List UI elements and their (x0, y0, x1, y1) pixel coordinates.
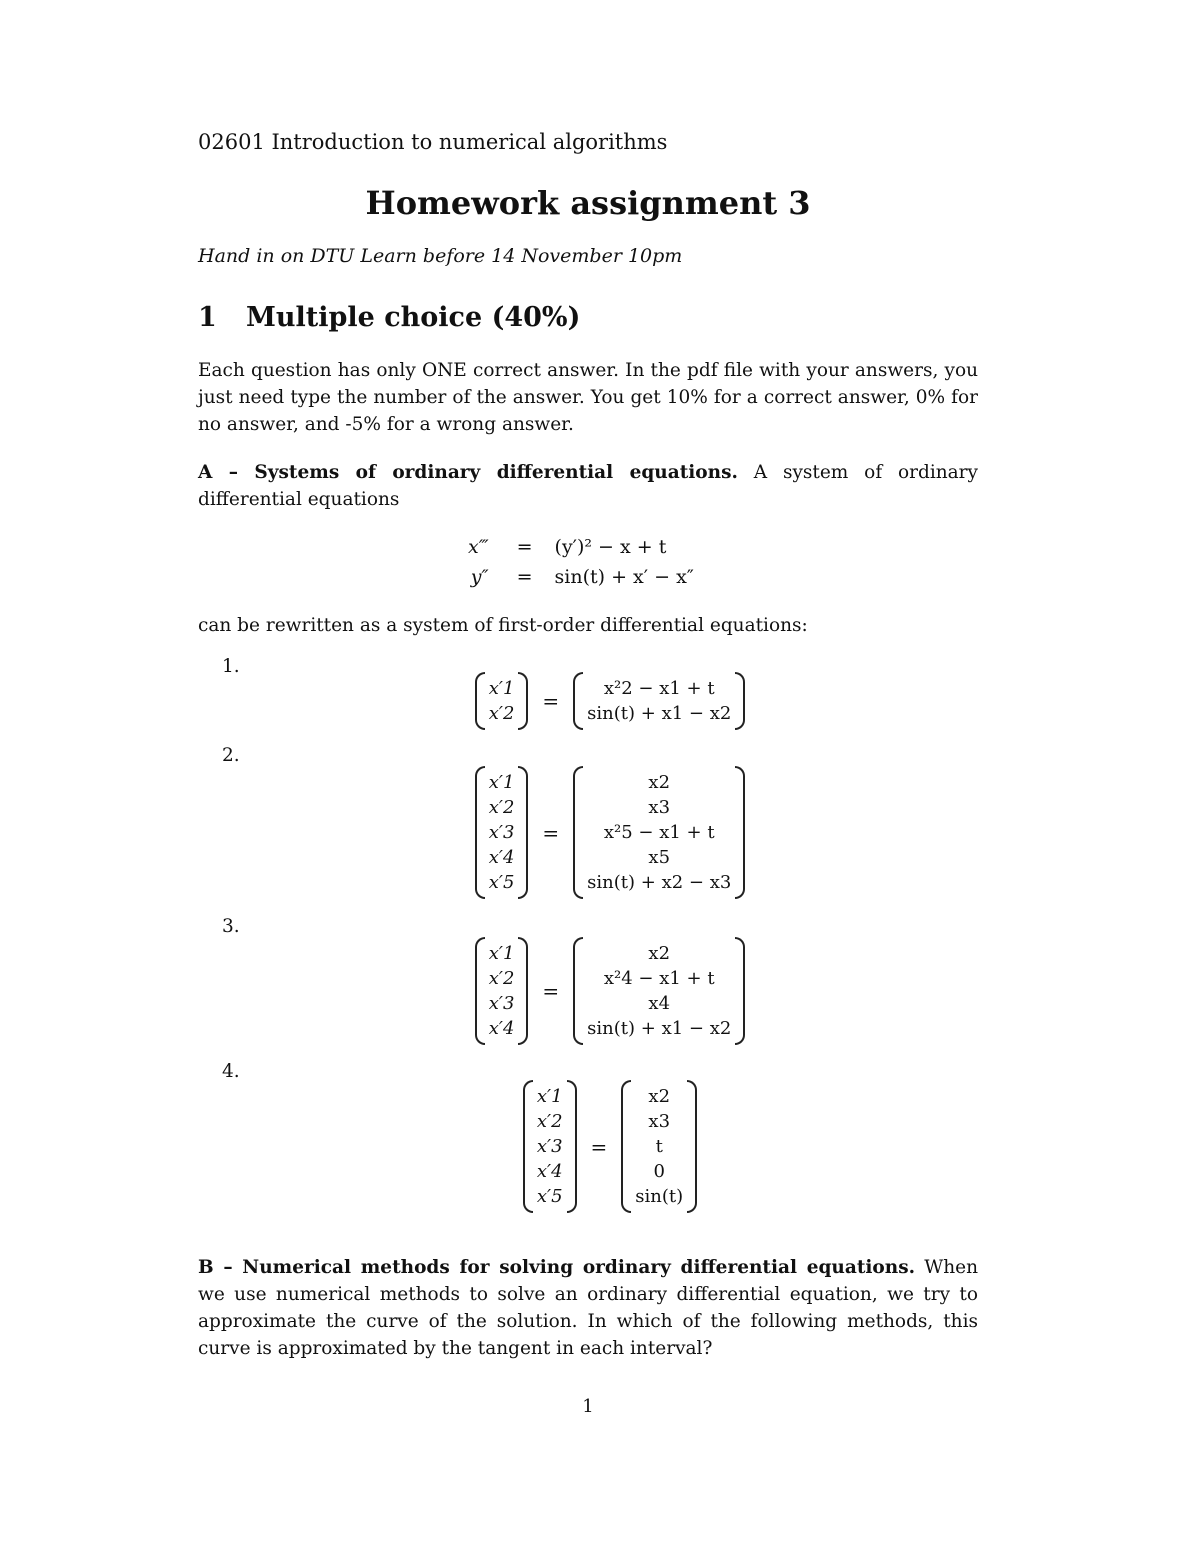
option-3-lhs-entry: x′2 (488, 968, 515, 989)
ode-row-1-lhs: x‴ (468, 536, 489, 558)
right-paren (518, 672, 528, 730)
right-paren (735, 672, 745, 730)
option-1-lhs-entry: x′1 (488, 678, 515, 699)
option-2-lhs-entry: x′1 (488, 772, 515, 793)
option-1-equation (380, 672, 840, 730)
option-2-lhs-entry: x′5 (488, 872, 515, 893)
ode-row-1-rhs: (y′)² − x + t (554, 536, 667, 558)
option-4-lhs-entry: x′4 (536, 1161, 563, 1182)
option-2-equation (380, 766, 840, 899)
option-3-lhs-entry: x′4 (488, 1018, 515, 1039)
option-4-rhs-entry: sin(t) (635, 1186, 684, 1207)
left-paren (475, 766, 485, 899)
option-2-lhs-entry: x′4 (488, 847, 515, 868)
left-paren (573, 672, 583, 730)
right-paren (567, 1080, 577, 1213)
document-title: Homework assignment 3 (365, 184, 811, 222)
right-paren (687, 1080, 697, 1213)
option-3-equation (380, 937, 840, 1045)
question-b-heading: B – Numerical methods for solving ordinary differential equations. (198, 1257, 916, 1278)
option-2-rhs-vector (573, 766, 745, 899)
course-name: 02601 Introduction to numerical algorithms (198, 130, 668, 154)
option-3-rhs-entry: x²4 − x1 + t (603, 968, 715, 989)
option-4-rhs-entry: 0 (653, 1161, 665, 1182)
option-2-label: 2. (222, 745, 240, 766)
option-4-lhs-entry: x′2 (536, 1111, 563, 1132)
left-paren (523, 1080, 533, 1213)
option-3-rhs-vector (573, 937, 745, 1045)
option-1-lhs-entry: x′2 (488, 703, 515, 724)
option-2-lhs-vector (475, 766, 529, 899)
option-3-rhs-entry: x4 (648, 993, 671, 1014)
right-paren (735, 766, 745, 899)
option-4-lhs-entry: x′5 (536, 1186, 563, 1207)
option-2-rhs-entry: x²5 − x1 + t (603, 822, 715, 843)
section-heading (198, 302, 580, 333)
page-number: 1 (582, 1396, 594, 1417)
section-title: Multiple choice (40%) (246, 302, 581, 333)
equals-sign: = (590, 1134, 608, 1159)
option-4-lhs-entry: x′3 (536, 1136, 563, 1157)
ode-row-2-rhs: sin(t) + x′ − x″ (554, 566, 694, 588)
option-4-lhs-entry: x′1 (536, 1086, 563, 1107)
option-3-lhs-entry: x′1 (488, 943, 515, 964)
option-3-rhs-entry: sin(t) + x1 − x2 (587, 1018, 732, 1039)
option-4-rhs-vector (621, 1080, 697, 1213)
ode-row-2-rel: = (516, 566, 533, 588)
ode-row-2-lhs: y″ (470, 566, 489, 588)
option-2-rhs-entry: x3 (648, 797, 671, 818)
option-4-lhs-vector (523, 1080, 577, 1213)
ode-row-1 (460, 532, 702, 562)
question-b-text: When we use numerical methods to solve an ordinary differential equation, we try to approximate the curve of the solution. In which of the following methods, this curve is approximated by the tangent in each interval? (198, 1257, 978, 1359)
right-paren (518, 766, 528, 899)
question-a-text: A system of ordinary differential equations (198, 462, 978, 510)
left-paren (621, 1080, 631, 1213)
left-paren (475, 937, 485, 1045)
ode-system (460, 532, 702, 592)
left-paren (573, 937, 583, 1045)
equals-sign: = (542, 979, 560, 1003)
question-a-paragraph (198, 459, 978, 513)
option-1-rhs-vector (573, 672, 745, 730)
option-1-label: 1. (222, 656, 240, 677)
option-1-rhs-entry: x²2 − x1 + t (603, 678, 715, 699)
question-a-heading: A – Systems of ordinary differential equations. (198, 462, 738, 483)
option-4-rhs-entry: t (655, 1136, 663, 1157)
left-paren (475, 672, 485, 730)
right-paren (735, 937, 745, 1045)
option-3-label: 3. (222, 916, 240, 937)
option-4-equation (380, 1080, 840, 1213)
option-4-rhs-entry: x2 (648, 1086, 671, 1107)
option-1-lhs-vector (475, 672, 529, 730)
left-paren (573, 766, 583, 899)
ode-row-2 (460, 562, 702, 592)
option-2-rhs-entry: x5 (648, 847, 671, 868)
right-paren (518, 937, 528, 1045)
option-2-rhs-entry: x2 (648, 772, 671, 793)
option-2-lhs-entry: x′2 (488, 797, 515, 818)
equals-sign: = (542, 689, 560, 713)
question-b-paragraph (198, 1254, 978, 1362)
option-1-rhs-entry: sin(t) + x1 − x2 (587, 703, 732, 724)
option-3-lhs-entry: x′3 (488, 993, 515, 1014)
question-a-after: can be rewritten as a system of first-order differential equations: (198, 615, 808, 636)
section-number: 1 (198, 302, 217, 333)
option-4-label: 4. (222, 1061, 240, 1082)
option-2-rhs-entry: sin(t) + x2 − x3 (587, 872, 732, 893)
deadline-subtitle: Hand in on DTU Learn before 14 November 10pm (198, 245, 683, 267)
ode-row-1-rel: = (516, 536, 533, 558)
option-4-rhs-entry: x3 (648, 1111, 671, 1132)
equals-sign: = (542, 820, 560, 845)
option-3-rhs-entry: x2 (648, 943, 671, 964)
intro-paragraph: Each question has only ONE correct answer. In the pdf file with your answers, you just need type the number of the answer. You get 10% for a correct answer, 0% for no answer, and -5% for a wrong answer. (198, 360, 978, 435)
option-3-lhs-vector (475, 937, 529, 1045)
option-2-lhs-entry: x′3 (488, 822, 515, 843)
